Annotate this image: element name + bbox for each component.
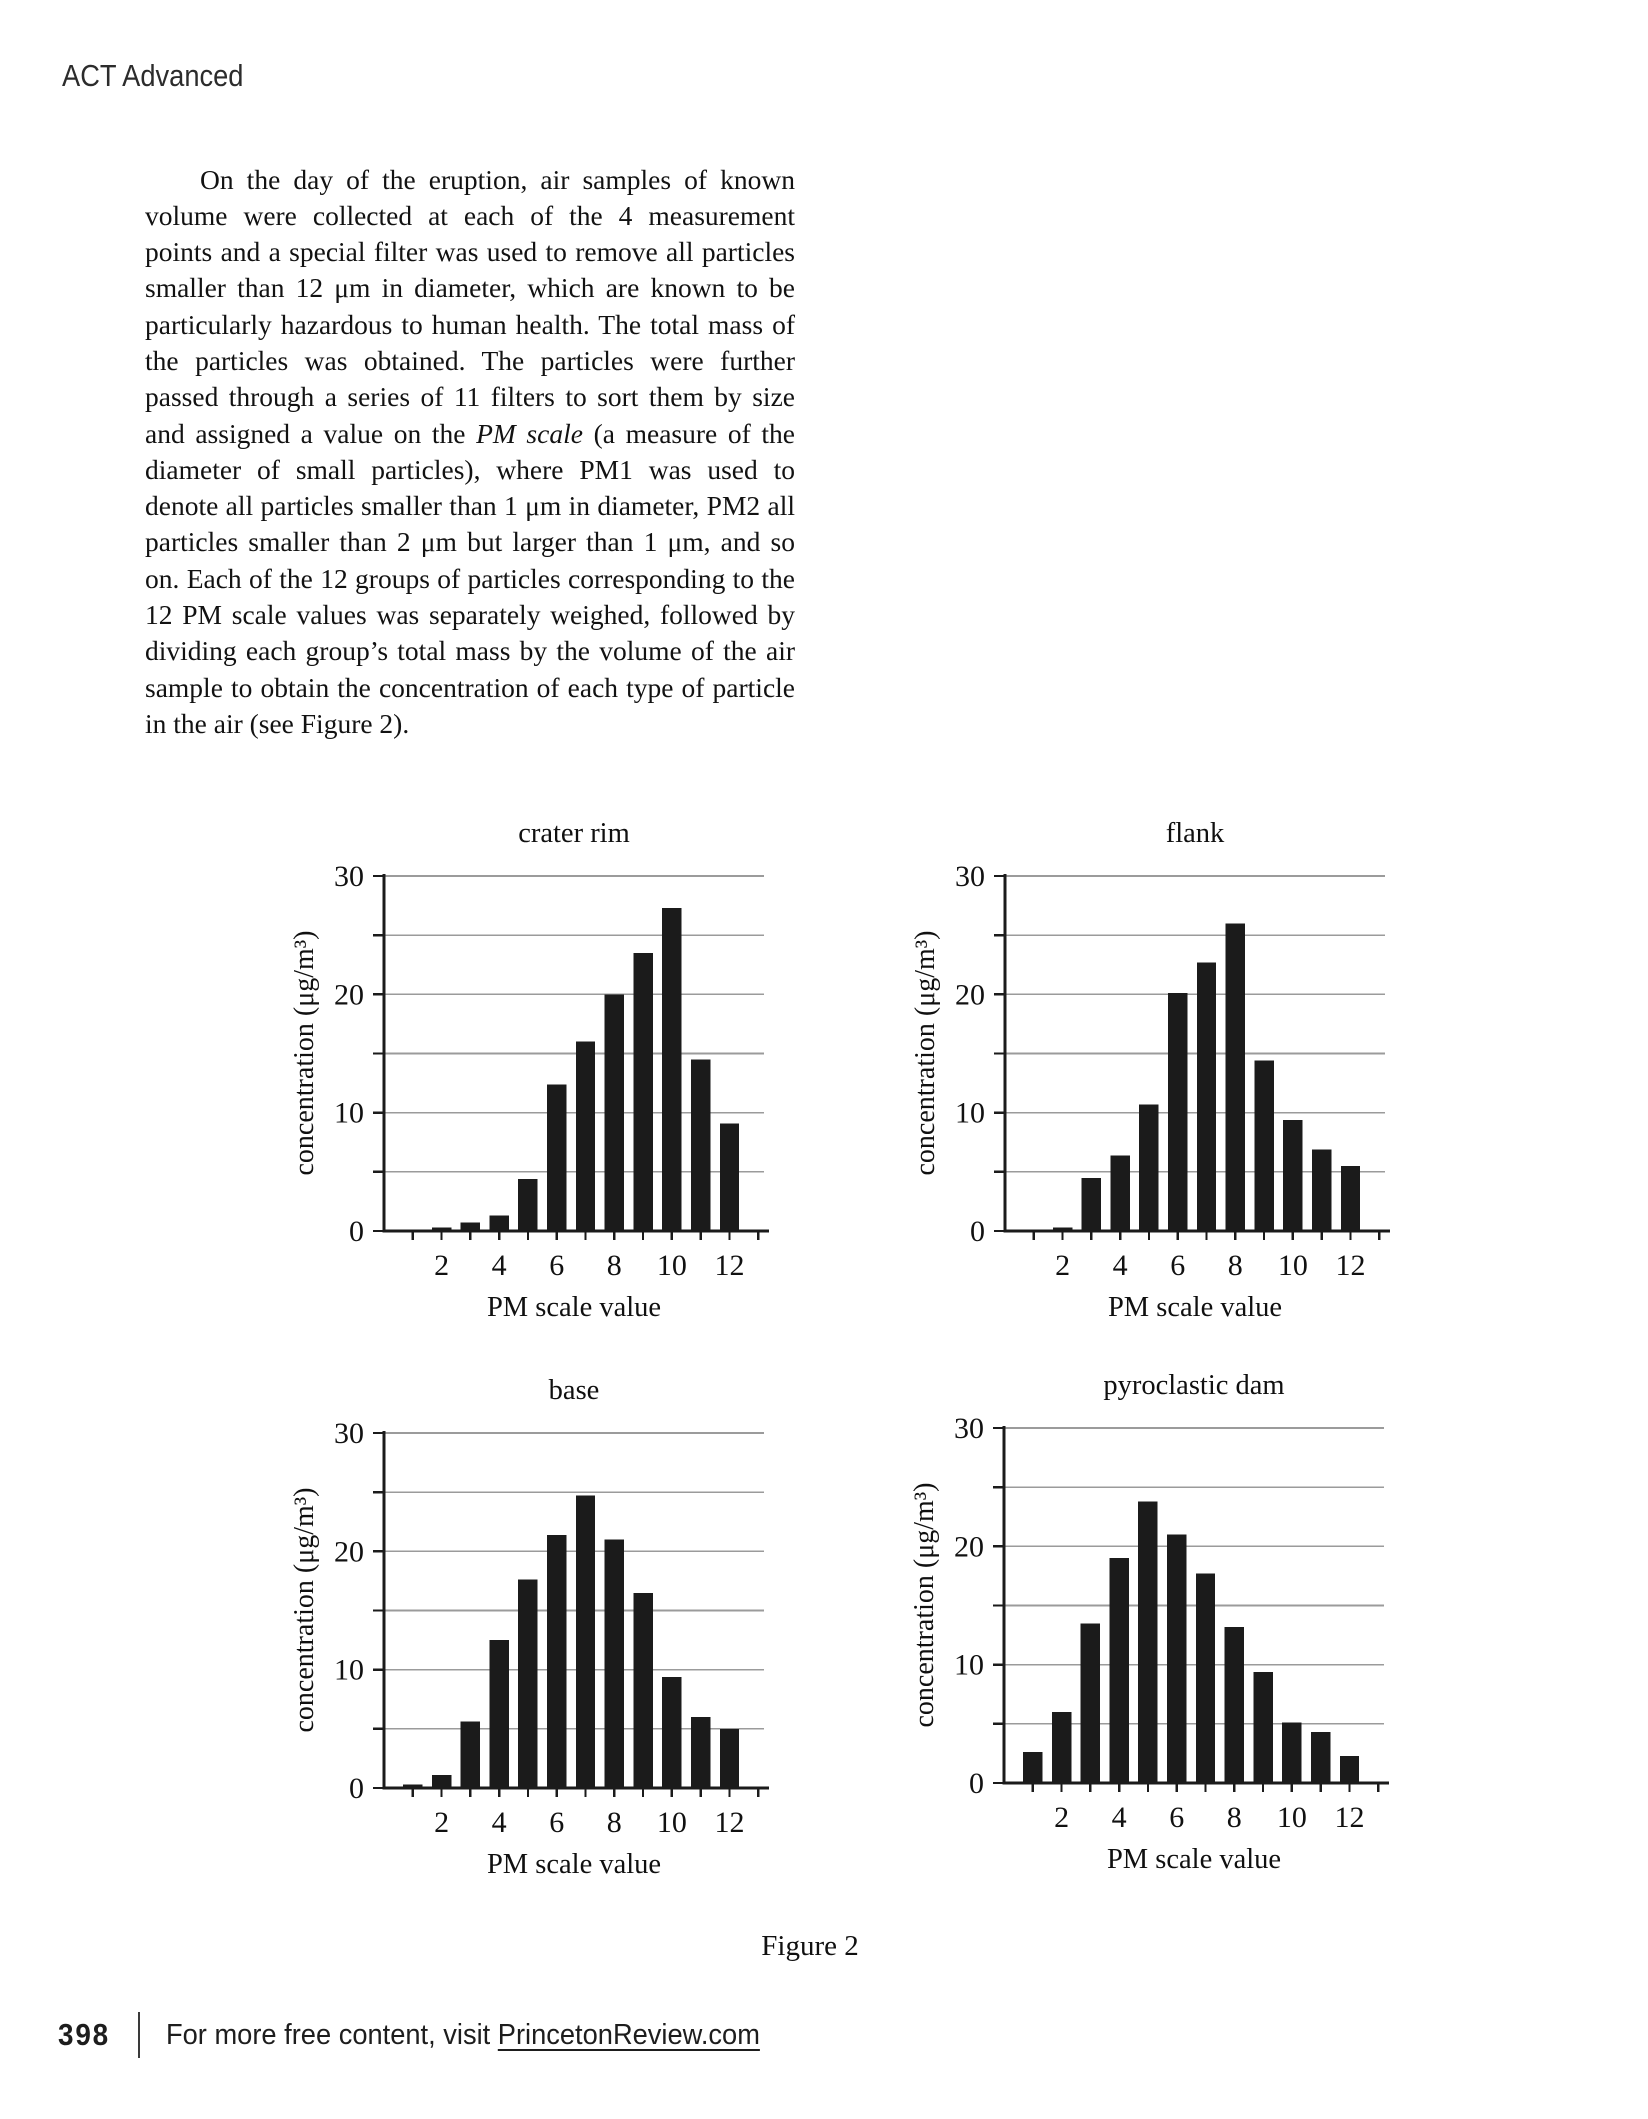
chart-pyroclastic-dam	[884, 1370, 1444, 1884]
bar-pm4	[489, 1640, 508, 1788]
chart-title: flank	[1165, 818, 1225, 849]
x-tick-label: 4	[1111, 1801, 1127, 1834]
footer-link[interactable]: PrincetonReview.com	[497, 2018, 760, 2051]
x-tick-label: 10	[1276, 1801, 1307, 1834]
x-tick-label: 12	[1335, 1249, 1366, 1282]
bar-pm11	[691, 1717, 710, 1788]
bar-pm11	[691, 1059, 710, 1231]
bar-plot	[884, 1404, 1424, 1844]
bar-pm6	[1167, 1535, 1186, 1784]
y-axis-label: concentration (μg/m³)	[910, 930, 941, 1176]
y-tick-label: 0	[349, 1215, 364, 1248]
footer-divider	[138, 2012, 140, 2058]
bar-pm6	[547, 1084, 566, 1231]
chart-title: crater rim	[518, 818, 630, 849]
bar-pm12	[1340, 1756, 1359, 1783]
y-tick-label: 10	[334, 1096, 364, 1130]
footer-note	[166, 2019, 760, 2052]
bar-plot	[885, 852, 1425, 1292]
bar-pm7	[576, 1042, 595, 1231]
x-tick-label: 12	[714, 1806, 745, 1839]
bar-pm8	[605, 994, 624, 1231]
x-tick-label: 6	[549, 1249, 565, 1282]
passage-part-2: (a measure of the diameter of small particles), where PM1 was used to denote all particles smaller than 1 μm in diameter, PM2 all particles smaller than 2 μm but larger than 1 μm, and so on. Each of the 12 groups of particles corresponding to the 12 PM scale values was separately weighed, followed by dividing each group’s total mass by the volume of the air sample to obtain the concentration of each type of particle in the air (see Figure 2).	[145, 417, 795, 739]
bar-pm4	[1109, 1558, 1128, 1783]
y-tick-label: 10	[334, 1653, 364, 1687]
y-tick-label: 30	[334, 1417, 364, 1450]
y-axis-label: concentration (μg/m³)	[909, 1482, 940, 1728]
bar-pm10	[662, 1677, 681, 1788]
bar-pm1	[1023, 1752, 1042, 1783]
x-axis-label: PM scale value	[486, 1849, 662, 1880]
bar-pm7	[1197, 962, 1216, 1231]
y-tick-label: 30	[954, 1412, 984, 1445]
y-tick-label: 10	[955, 1096, 985, 1130]
y-tick-label: 20	[954, 1530, 984, 1564]
bar-pm7	[1196, 1574, 1215, 1783]
x-tick-label: 2	[1055, 1249, 1071, 1282]
bar-pm3	[1082, 1178, 1101, 1231]
page-header: ACT Advanced	[62, 58, 244, 93]
bar-pm5	[1138, 1501, 1157, 1783]
bar-pm3	[461, 1722, 480, 1788]
bar-pm5	[518, 1179, 537, 1231]
y-tick-label: 30	[334, 860, 364, 893]
bar-pm6	[1168, 993, 1187, 1231]
bar-pm3	[1081, 1623, 1100, 1783]
page-number: 398	[58, 2017, 110, 2052]
y-tick-label: 0	[349, 1772, 364, 1805]
x-tick-label: 2	[434, 1249, 450, 1282]
bar-pm6	[547, 1535, 566, 1788]
bar-pm10	[1282, 1723, 1301, 1783]
y-tick-label: 0	[969, 1767, 984, 1800]
x-tick-label: 10	[1277, 1249, 1308, 1282]
y-tick-label: 30	[955, 860, 985, 893]
footer-text: For more free content, visit	[165, 2018, 498, 2051]
bar-pm12	[720, 1729, 739, 1788]
x-axis-label: PM scale value	[1106, 1844, 1282, 1875]
bar-pm2	[1052, 1712, 1071, 1783]
y-tick-label: 20	[334, 1535, 364, 1569]
x-tick-label: 2	[1054, 1801, 1070, 1834]
bar-pm8	[1226, 923, 1245, 1231]
bar-pm8	[605, 1540, 624, 1789]
passage-part-1: On the day of the eruption, air samples of known volume were collected at each of the 4 measurement points and a special filter was used to remove all particles smaller than 12 μm in diameter, which are known to be particularly hazardous to human health. The total mass of the particles was obtained. The particles were further passed through a series of 11 filters to sort them by size and assigned a value on the	[145, 163, 795, 449]
x-tick-label: 4	[491, 1249, 507, 1282]
y-axis-label: concentration (μg/m³)	[289, 1487, 320, 1733]
bar-pm12	[1341, 1166, 1360, 1231]
bar-pm10	[1283, 1120, 1302, 1231]
chart-title: base	[548, 1375, 600, 1406]
bar-pm11	[1311, 1732, 1330, 1783]
bar-pm4	[1110, 1155, 1129, 1231]
y-tick-label: 0	[970, 1215, 985, 1248]
chart-flank	[885, 818, 1445, 1332]
bar-pm4	[489, 1216, 508, 1231]
page-footer	[58, 2012, 798, 2058]
passage-italic-term: PM scale	[476, 417, 583, 449]
x-tick-label: 6	[1170, 1249, 1186, 1282]
x-tick-label: 6	[1169, 1801, 1185, 1834]
x-tick-label: 4	[491, 1806, 507, 1839]
x-tick-label: 8	[606, 1806, 622, 1839]
bar-pm8	[1225, 1627, 1244, 1783]
bar-pm9	[633, 1593, 652, 1788]
bar-pm11	[1312, 1149, 1331, 1231]
x-tick-label: 4	[1112, 1249, 1128, 1282]
x-axis-label: PM scale value	[1107, 1292, 1283, 1323]
bar-pm9	[1254, 1061, 1273, 1231]
passage-text	[145, 162, 795, 743]
x-axis-label: PM scale value	[486, 1292, 662, 1323]
y-tick-label: 20	[955, 978, 985, 1012]
bar-plot	[264, 852, 804, 1292]
bar-pm9	[633, 953, 652, 1231]
x-tick-label: 10	[656, 1806, 687, 1839]
bar-pm2	[432, 1775, 451, 1788]
x-tick-label: 8	[1226, 1801, 1242, 1834]
y-axis-label: concentration (μg/m³)	[289, 930, 320, 1176]
x-tick-label: 8	[606, 1249, 622, 1282]
bar-pm9	[1253, 1672, 1272, 1783]
y-tick-label: 20	[334, 978, 364, 1012]
bar-pm7	[576, 1496, 595, 1788]
bar-plot	[264, 1409, 804, 1849]
bar-pm5	[1139, 1104, 1158, 1231]
bar-pm5	[518, 1580, 537, 1788]
figure-caption: Figure 2	[761, 1930, 859, 1962]
x-tick-label: 2	[434, 1806, 450, 1839]
bar-pm10	[662, 908, 681, 1231]
chart-title: pyroclastic dam	[1103, 1370, 1285, 1401]
x-tick-label: 10	[656, 1249, 687, 1282]
x-tick-label: 12	[714, 1249, 745, 1282]
x-tick-label: 8	[1227, 1249, 1243, 1282]
x-tick-label: 6	[549, 1806, 565, 1839]
chart-crater-rim	[264, 818, 824, 1332]
bar-pm12	[720, 1123, 739, 1231]
y-tick-label: 10	[954, 1648, 984, 1682]
chart-base	[264, 1375, 824, 1889]
x-tick-label: 12	[1334, 1801, 1365, 1834]
